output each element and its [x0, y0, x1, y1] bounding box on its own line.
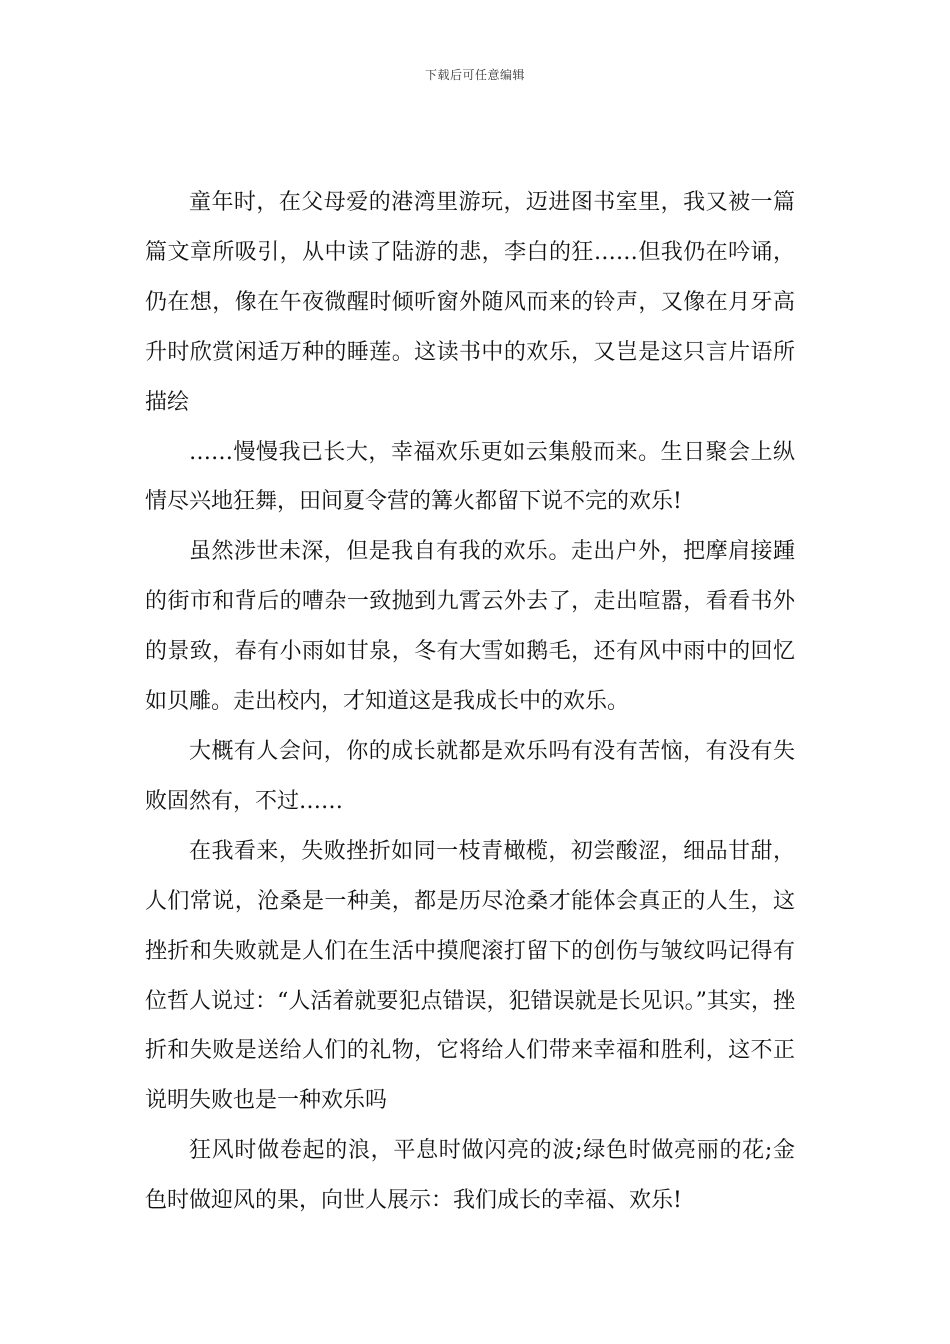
- paragraph-6: 狂风时做卷起的浪，平息时做闪亮的波;绿色时做亮丽的花;金色时做迎风的果，向世人展示：我们成长的幸福、欢乐!: [145, 1138, 795, 1214]
- essay-body: [145, 178, 795, 1226]
- paragraph-1: 童年时，在父母爱的港湾里游玩，迈进图书室里，我又被一篇篇文章所吸引，从中读了陆游的悲，李白的狂……但我仍在吟诵，仍在想，像在午夜微醒时倾听窗外随风而来的铃声，又像在月牙高升时欣赏闲适万种的睡莲。这读书中的欢乐，又岂是这只言片语所描绘: [145, 190, 795, 415]
- paragraph-3: 虽然涉世未深，但是我自有我的欢乐。走出户外，把摩肩接踵的街市和背后的嘈杂一致抛到九霄云外去了，走出喧嚣，看看书外的景致，春有小雨如甘泉，冬有大雪如鹅毛，还有风中雨中的回忆如贝雕。走出校内，才知道这是我成长中的欢乐。: [145, 539, 795, 715]
- paragraph-2: ……慢慢我已长大，幸福欢乐更如云集般而来。生日聚会上纵情尽兴地狂舞，田间夏令营的篝火都留下说不完的欢乐!: [145, 439, 795, 515]
- paragraph-4: 大概有人会问，你的成长就都是欢乐吗有没有苦恼，有没有失败固然有，不过……: [145, 738, 795, 814]
- paragraph-5: 在我看来，失败挫折如同一枝青橄榄，初尝酸涩，细品甘甜，人们常说，沧桑是一种美，都是历尽沧桑才能体会真正的人生，这挫折和失败就是人们在生活中摸爬滚打留下的创伤与皱纹吗记得有位哲人说过：“人活着就要犯点错误，犯错误就是长见识。”其实，挫折和失败是送给人们的礼物，它将给人们带来幸福和胜利，这不正说明失败也是一种欢乐吗: [145, 838, 795, 1114]
- page-header-note: 下载后可任意编辑: [424, 68, 525, 82]
